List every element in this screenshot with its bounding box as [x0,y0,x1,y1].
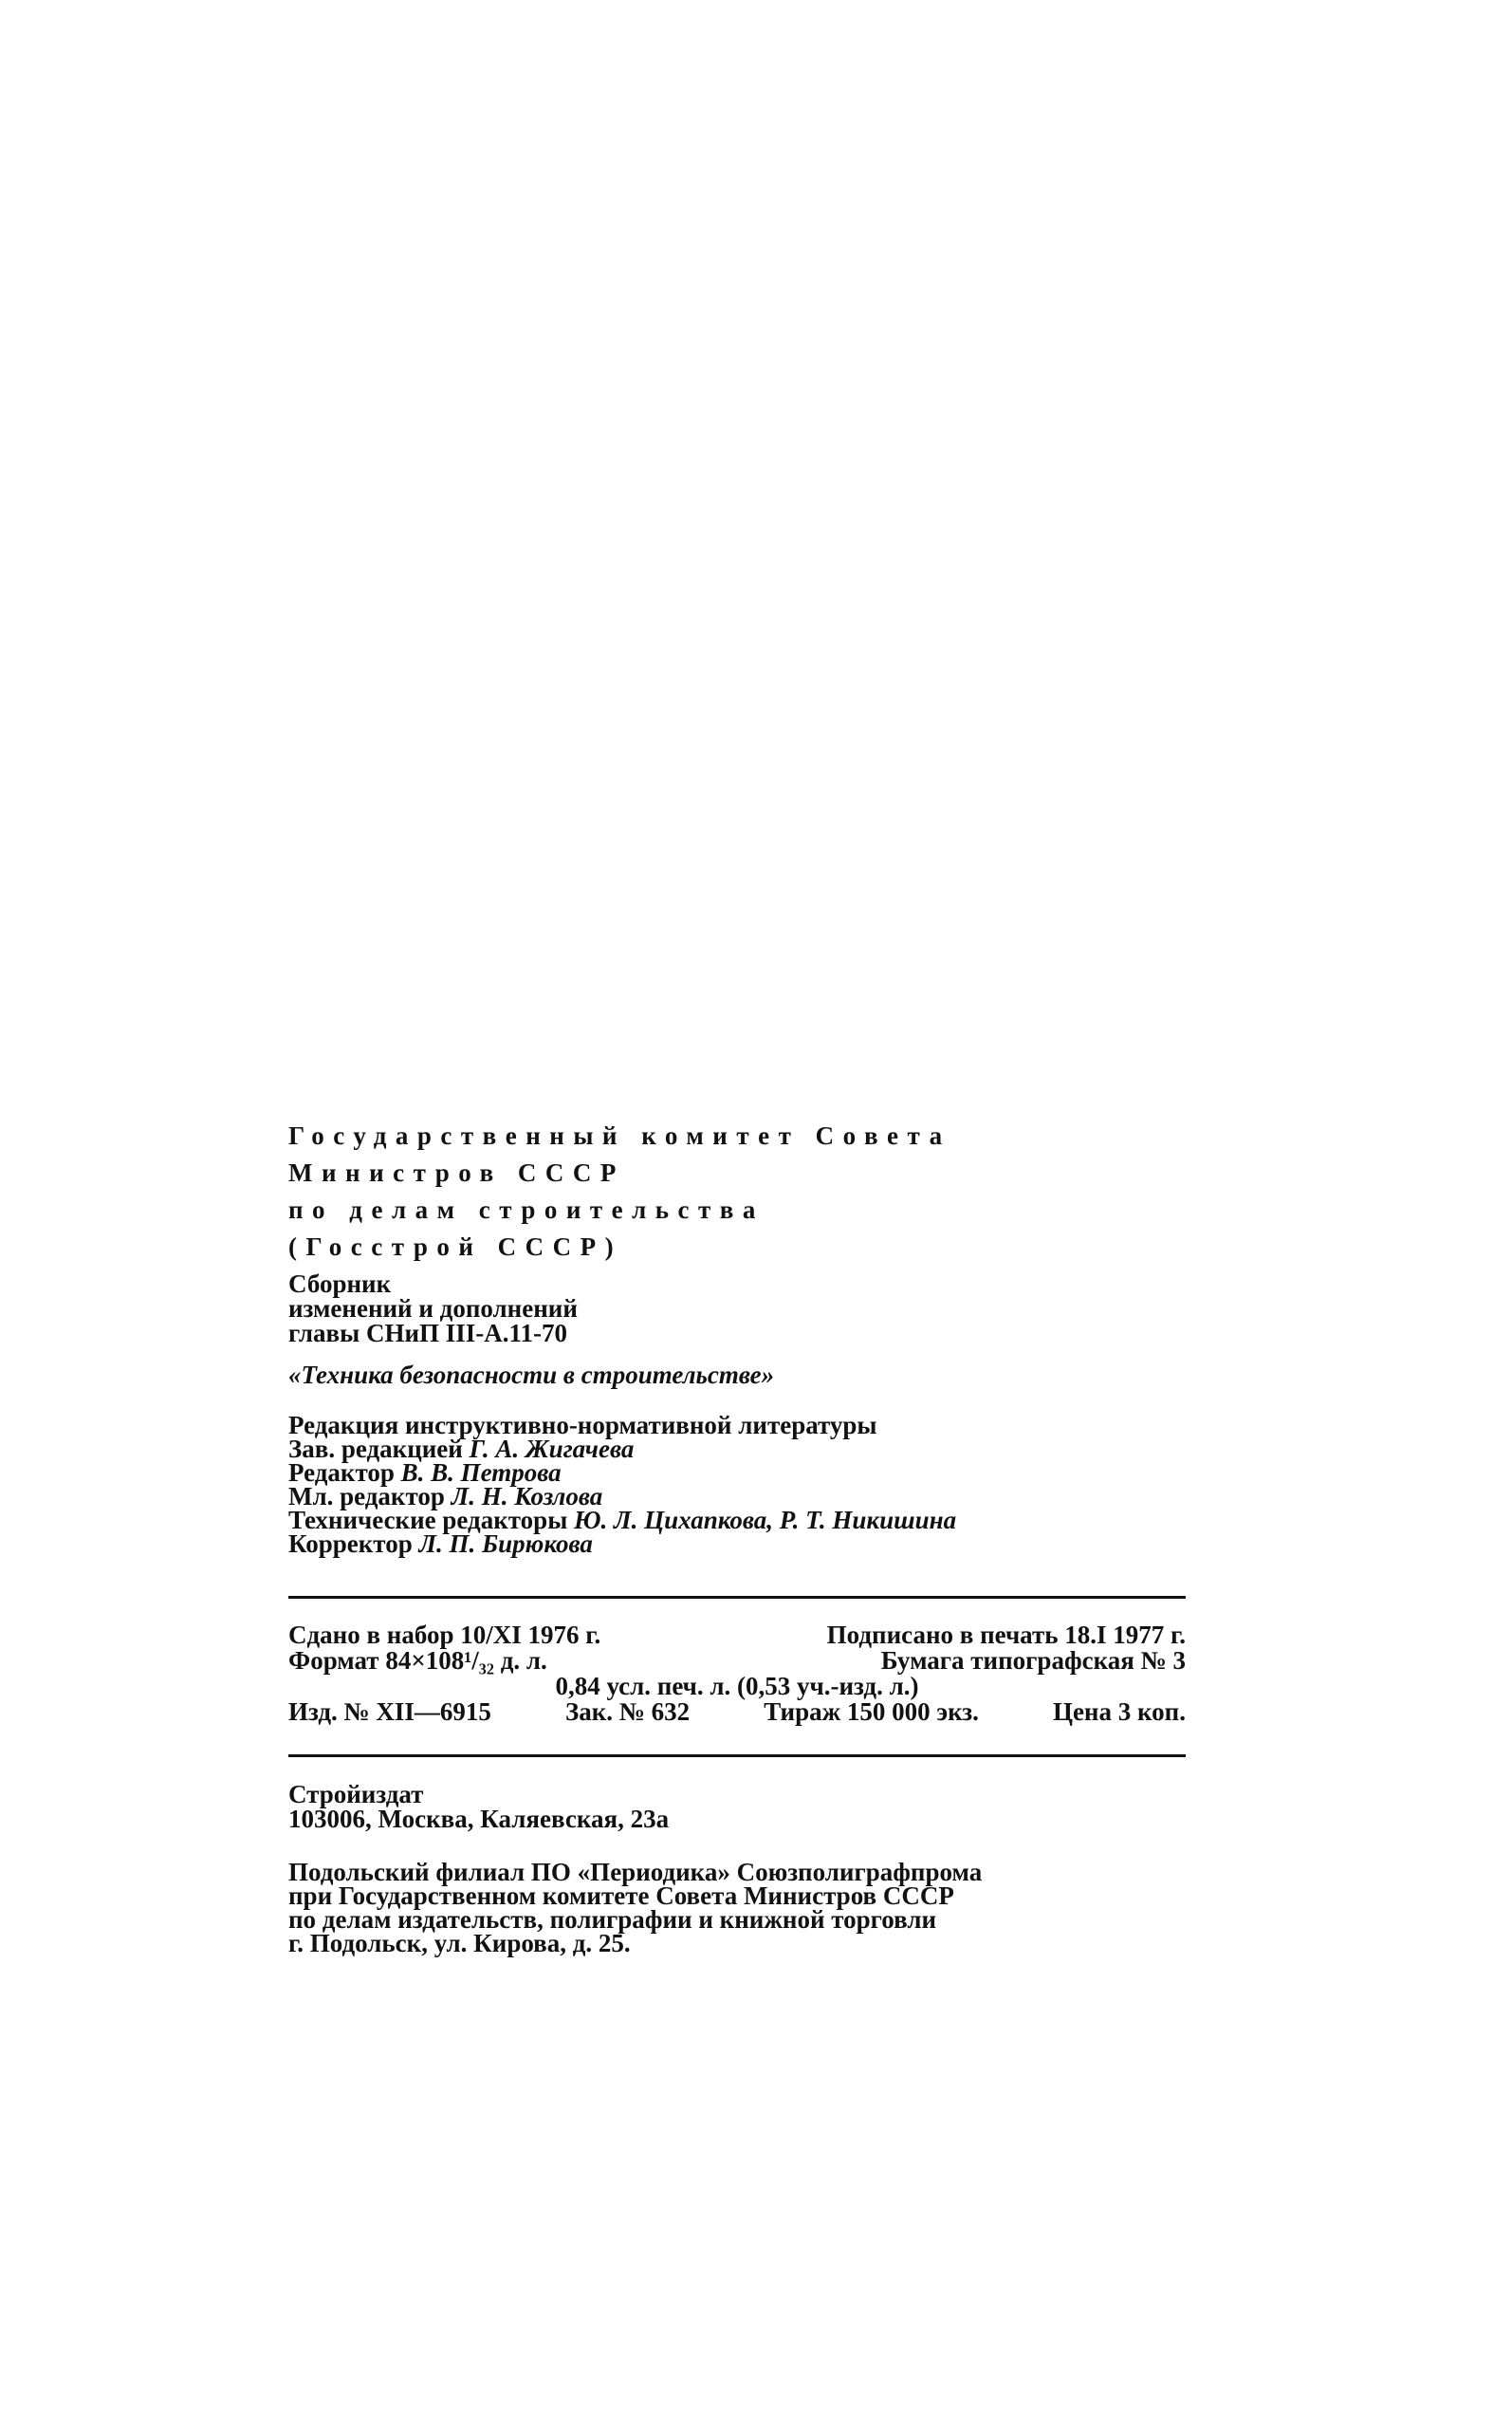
printer-block [288,1858,1189,1957]
submitted-date: Сдано в набор 10/XI 1976 г. [288,1621,601,1649]
tech-editors-label: Технические редакторы [288,1506,568,1534]
signed-date: Подписано в печать 18.I 1977 г. [826,1621,1186,1649]
org-line-2: Министров СССР [288,1158,625,1187]
org-line-4: (Госстрой СССР) [288,1232,623,1261]
document-title: «Техника безопасности в строительстве» [288,1361,775,1389]
head-editor-label: Зав. редакцией [288,1435,463,1463]
proofreader-label: Корректор [288,1529,413,1558]
org-line-3: по делам строительства [288,1195,765,1224]
printer-line-3: по делам издательств, полиграфии и книжной торговли [288,1905,937,1934]
print-row-3 [288,1674,1186,1699]
print-details-block [288,1622,1186,1725]
sheet-count: 0,84 усл. печ. л. (0,53 уч.-изд. л.) [555,1672,919,1700]
print-row-4 [288,1699,1186,1725]
junior-editor-name: Л. Н. Козлова [451,1482,603,1510]
publisher-address: 103006, Москва, Каляевская, 23а [288,1805,670,1833]
editorial-office: Редакция инструктивно-нормативной литературы [288,1411,877,1439]
collection-block [288,1271,1189,1345]
collection-line-2: изменений и дополнений [288,1294,578,1323]
head-editor-name: Г. А. Жигачева [469,1435,635,1463]
divider-bottom [288,1754,1186,1757]
tech-editors-names: Ю. Л. Цихапкова, Р. Т. Никишина [574,1506,957,1534]
printer-line-1: Подольский филиал ПО «Периодика» Союзполиграфпрома [288,1858,983,1886]
editorial-staff-block [288,1411,1189,1558]
junior-editor-label: Мл. редактор [288,1482,445,1510]
document-title-block [288,1361,1189,1389]
editor-label: Редактор [288,1458,395,1487]
org-line-1: Государственный комитет Совета [288,1121,951,1150]
publication-number: Изд. № XII—6915 [288,1697,491,1726]
printer-line-4: г. Подольск, ул. Кирова, д. 25. [288,1929,631,1957]
proofreader-line [288,1529,1189,1558]
publisher-block [288,1782,1189,1831]
editor-name: В. В. Петрова [400,1458,562,1487]
printer-line-2: при Государственном комитете Совета Министров СССР [288,1881,954,1910]
divider-top [288,1596,1186,1599]
collection-line-1: Сборник [288,1269,392,1298]
publisher-name: Стройиздат [288,1780,424,1808]
price: Цена 3 коп. [1052,1697,1186,1726]
paper-type: Бумага типографская № 3 [880,1646,1186,1675]
print-row-1 [288,1622,1186,1648]
paper-format: Формат 84×108¹/₃₂ д. л. [288,1646,547,1675]
proofreader-name: Л. П. Бирюкова [418,1529,593,1558]
print-run: Тираж 150 000 экз. [764,1697,979,1726]
collection-line-3: главы СНиП III-А.11-70 [288,1319,568,1347]
organization-block [288,1118,1189,1266]
order-number: Зак. № 632 [564,1697,691,1726]
print-row-2 [288,1648,1186,1674]
